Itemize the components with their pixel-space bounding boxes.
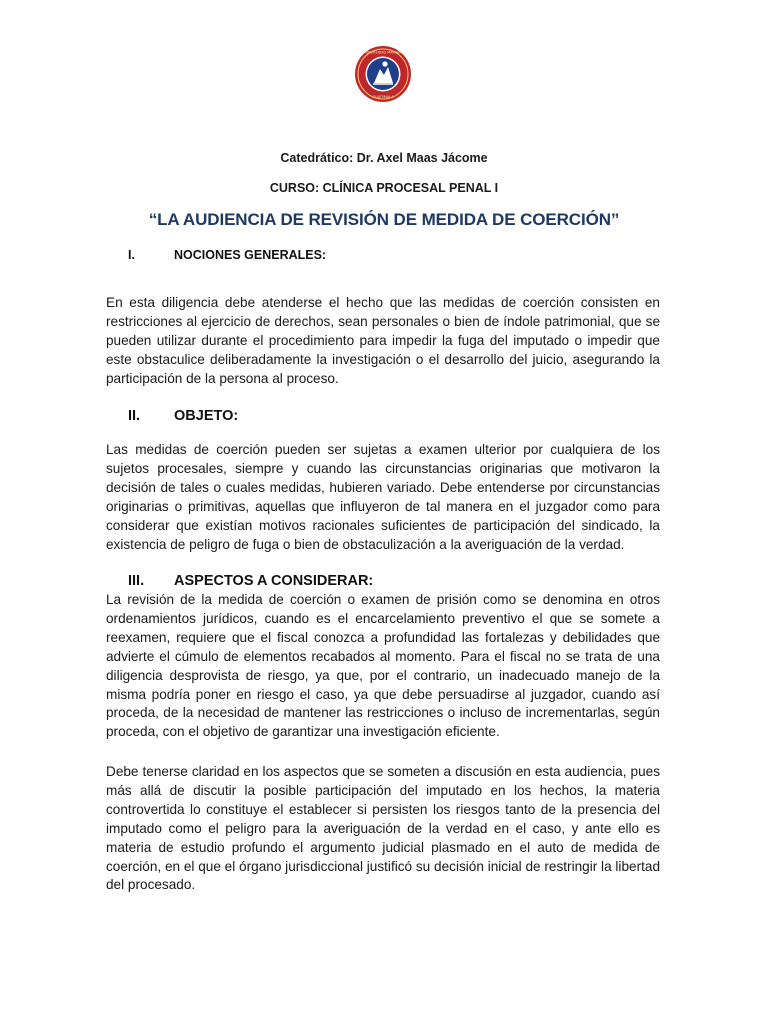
paragraph: En esta diligencia debe atenderse el hecho que las medidas de coerción consisten en restricciones al ejercicio de derechos, sean personales o bien de índole patrimonial, que se pueden utilizar durante el procedimiento para impedir la fuga del imputado o impedir que este obstaculice deliberadamente la investigación o el desarrollo del juicio, asegurando la participación de la persona al proceso. xyxy=(106,295,660,386)
section-number: III. xyxy=(128,573,145,589)
paragraph: Las medidas de coerción pueden ser sujetas a examen ulterior por cualquiera de los sujetos procesales, siempre y cuando las circunstancias originarias que motivaron la decisión de tales o cuales medidas, hubieren variado. Debe entenderse por circunstancias originarias o primitivas, aquellas que influyeron de tal manera en el juzgador como para considerar que existían motivos racionales suficientes de participación del sindicado, la existencia de peligro de fuga o bien de obstaculización a la averiguación de la verdad. xyxy=(106,442,660,552)
svg-text:GUATEMALA: GUATEMALA xyxy=(372,95,394,99)
paragraph: Debe tenerse claridad en los aspectos que se someten a discusión en esta audiencia, pues más allá de discutir la posible participación del imputado en los hechos, la materia controvertida lo constituye el establecer si persisten los riesgos tanto de la presencia del imputado como el peligro para la averiguación de la verdad en el caso, y ante ello es materia de estudio profundo el argumento judicial plasmado en el auto de medida de coerción, en el que el órgano jurisdiccional justificó su decisión inicial de restringir la libertad del procesado. xyxy=(106,764,660,893)
university-seal-logo xyxy=(354,45,412,103)
section-title: NOCIONES GENERALES: xyxy=(174,248,327,262)
paragraph: La revisión de la medida de coerción o examen de prisión como se denomina en otros ordenamientos jurídicos, cuando es el encarcelamiento preventivo el que se somete a reexamen, requiere que el fiscal conozca a profundidad las fortalezas y debilidades que advierte el cúmulo de elementos recabados al momento. Para el fiscal no se trata de una diligencia desprovista de riesgo, ya que, por el contrario, un inadecuado manejo de la misma podría poner en riesgo el caso, ya que debe persuadirse al juzgador, cuando así proceda, de la necesidad de mantener las restricciones o incluso de incrementarlas, según proceda, con el objetivo de garantizar una investigación eficiente. xyxy=(106,592,660,740)
section-title: OBJETO: xyxy=(174,408,239,424)
section-title: ASPECTOS A CONSIDERAR: xyxy=(174,573,374,589)
document-title: “LA AUDIENCIA DE REVISIÓN DE MEDIDA DE COERCIÓN” xyxy=(148,210,620,229)
svg-text:UNIVERSIDAD MARIANO: UNIVERSIDAD MARIANO xyxy=(362,50,404,55)
course-line: CURSO: CLÍNICA PROCESAL PENAL I xyxy=(269,181,499,195)
section-number: I. xyxy=(128,248,135,262)
professor-line: Catedrático: Dr. Axel Maas Jácome xyxy=(280,151,488,165)
section-number: II. xyxy=(128,408,141,424)
